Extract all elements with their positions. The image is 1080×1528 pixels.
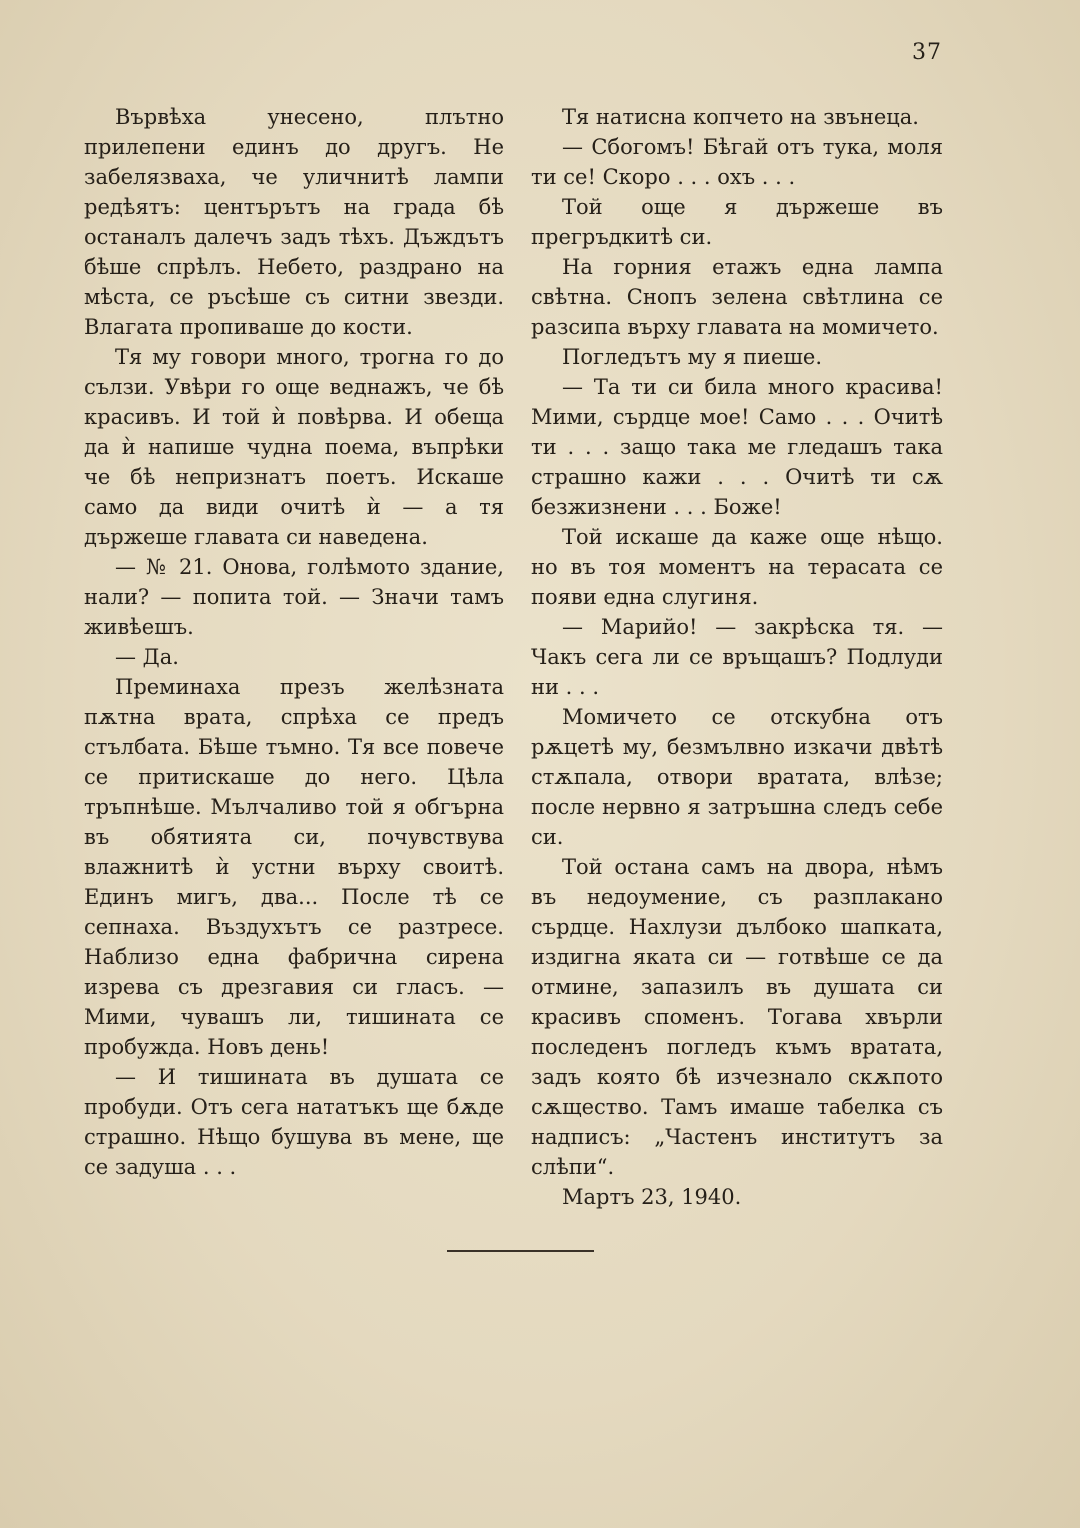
paragraph: Той искаше да каже още нѣщо. но въ тоя моментъ на терасата се появи една слугиня. bbox=[531, 525, 943, 609]
paragraph: Вървѣха унесено, плътно прилепени единъ до другъ. Не забелязваха, че уличнитѣ лампи редѣятъ: центърътъ на града бѣ останалъ далечъ задъ тѣхъ. Дъждътъ бѣше спрѣлъ. Небето, раздрано на мѣста, се ръсѣше съ ситни звезди. Влагата пропиваше до кости. bbox=[84, 105, 504, 339]
paragraph: — № 21. Онова, голѣмото здание, нали? — попита той. — Значи тамъ живѣешъ. bbox=[84, 555, 504, 639]
paragraph: — Марийо! — закрѣска тя. — Чакъ сега ли се връщашъ? Подлуди ни . . . bbox=[531, 615, 943, 699]
left-text-column bbox=[84, 102, 504, 1182]
paragraph: — И тишината въ душата се пробуди. Отъ сега нататъкъ ще бѫде страшно. Нѣщо бушува въ мене, ще се задуша . . . bbox=[84, 1065, 504, 1179]
paragraph: Тя натисна копчето на звънеца. bbox=[562, 105, 919, 129]
paragraph: — Сбогомъ! Бѣгай отъ тука, моля ти се! Скоро . . . охъ . . . bbox=[531, 135, 943, 189]
page-number: 37 bbox=[912, 40, 942, 65]
paragraph: Момичето се отскубна отъ рѫцетѣ му, безмълвно изкачи двѣтѣ стѫпала, отвори вратата, влѣзе; после нервно я затръшна следъ себе си. bbox=[531, 705, 943, 849]
paragraph: — Та ти си била много красива! Мими, сърдце мое! Само . . . Очитѣ ти . . . защо така ме гледашъ така страшно кажи . . . Очитѣ ти сѫ безжизнени . . . Боже! bbox=[531, 375, 943, 519]
paragraph: Той още я държеше въ прегръдкитѣ си. bbox=[531, 195, 943, 249]
paragraph: — Да. bbox=[115, 645, 179, 669]
date-line: Мартъ 23, 1940. bbox=[562, 1185, 742, 1209]
paragraph: Той остана самъ на двора, нѣмъ въ недоумение, съ разплакано сърдце. Нахлузи дълбоко шапката, издигна яката си — готвѣше се да отмине, запазилъ въ душата си красивъ споменъ. Тогава хвърли последенъ погледъ къмъ вратата, задъ която бѣ изчезнало скѫпото сѫщество. Тамъ имаше табелка съ надписъ: „Частенъ институтъ за слѣпи“. bbox=[531, 855, 943, 1179]
paragraph: Тя му говори много, трогна го до сълзи. Увѣри го още веднажъ, че бѣ красивъ. И той ѝ повѣрва. И обеща да ѝ напише чудна поема, въпрѣки че бѣ непризнатъ поетъ. Искаше само да види очитѣ ѝ — а тя държеше главата си наведена. bbox=[84, 345, 504, 549]
right-text-column bbox=[531, 102, 943, 1212]
paragraph: На горния етажъ една лампа свѣтна. Снопъ зелена свѣтлина се разсипа върху главата на момичето. bbox=[531, 255, 943, 339]
paragraph: Погледътъ му я пиеше. bbox=[562, 345, 823, 369]
end-separator-rule bbox=[447, 1250, 594, 1252]
paragraph: Преминаха презъ желѣзната пѫтна врата, спрѣха се предъ стълбата. Бѣше тъмно. Тя все повече се притискаше до него. Цѣла тръпнѣше. Мълчаливо той я обгърна въ обятията си, почувствува влажнитѣ ѝ устни върху своитѣ. Единъ мигъ, два... После тѣ се сепнаха. Въздухътъ се разтресе. Наблизо една фабрична сирена изрева съ дрезгавия си гласъ. — Мими, чувашъ ли, тишината се пробужда. Новъ день! bbox=[84, 675, 504, 1059]
